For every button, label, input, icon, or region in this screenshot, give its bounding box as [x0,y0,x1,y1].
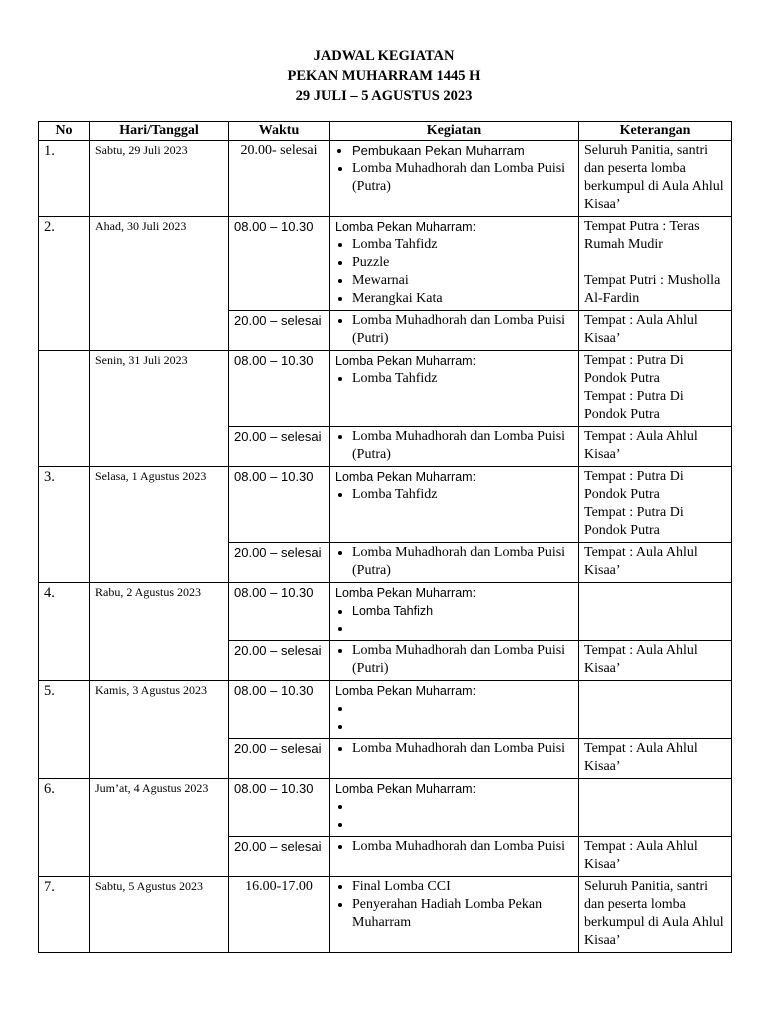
row-number: 5. [39,681,90,779]
title-line-1: JADWAL KEGIATAN [313,48,455,64]
activity-item: • Lomba Muhadhorah dan Lomba Puisi (Putra) [352,160,573,196]
row-note [579,583,732,641]
table-row [39,217,732,311]
activity-item [352,620,573,638]
row-day: Sabtu, 5 Agustus 2023 [90,877,229,953]
column-header-activity: Kegiatan [330,122,579,141]
activity-item: • Mewarnai [352,272,573,290]
activity-item: • Lomba Muhadhorah dan Lomba Puisi (Putri) [352,312,573,348]
row-time: 20.00 – selesai [229,837,330,877]
row-time: 20.00- selesai [229,141,330,217]
activity-item: • Lomba Tahfizh [352,602,573,620]
note-line: Tempat : Putra Di Pondok Putra [584,389,684,422]
row-note [579,779,732,837]
table-header-row [39,122,732,141]
row-number: 1. [39,141,90,217]
row-activities [330,641,579,681]
activity-heading: Lomba Pekan Muharram: [335,220,477,234]
note-line: Tempat : Putra Di Pondok Putra [584,469,684,502]
row-note [579,467,732,543]
activity-item: • Merangkai Kata [352,290,573,308]
note-line: Tempat : Putra Di Pondok Putra [584,505,684,538]
row-activities [330,779,579,837]
table-row [39,351,732,427]
row-number: 7. [39,877,90,953]
row-note [579,311,732,351]
note-line: Tempat : Aula Ahlul Kisaa’ [584,741,698,774]
row-activities [330,427,579,467]
row-activities [330,543,579,583]
row-note [579,739,732,779]
note-line: Tempat : Aula Ahlul Kisaa’ [584,839,698,872]
row-note [579,641,732,681]
row-note [579,217,732,311]
row-note [579,543,732,583]
table-row [39,583,732,641]
row-time: 20.00 – selesai [229,311,330,351]
activity-item: • Lomba Muhadhorah dan Lomba Puisi (Putra) [352,428,573,464]
column-header-time: Waktu [229,122,330,141]
schedule-table [38,121,732,953]
activity-heading: Lomba Pekan Muharram: [335,470,477,484]
row-time: 08.00 – 10.30 [229,681,330,739]
row-note [579,351,732,427]
activity-item: • Pembukaan Pekan Muharram [352,142,573,160]
activity-item [352,816,573,834]
row-activities [330,311,579,351]
table-row [39,877,732,953]
row-activities [330,141,579,217]
row-note [579,427,732,467]
activity-heading: Lomba Pekan Muharram: [335,354,477,368]
note-line: Tempat Putri : Musholla Al-Fardin [584,273,721,306]
row-time: 08.00 – 10.30 [229,467,330,543]
row-activities [330,217,579,311]
row-number: 4. [39,583,90,681]
activity-item: • Lomba Muhadhorah dan Lomba Puisi [352,740,573,758]
row-note [579,141,732,217]
activity-item [352,700,573,718]
row-number: 6. [39,779,90,877]
row-activities [330,877,579,953]
table-row [39,681,732,739]
row-activities [330,837,579,877]
activity-heading: Lomba Pekan Muharram: [335,684,477,698]
row-day: Jum’at, 4 Agustus 2023 [90,779,229,877]
row-activities [330,467,579,543]
table-row [39,467,732,543]
row-note [579,837,732,877]
row-day: Selasa, 1 Agustus 2023 [90,467,229,583]
note-line: Tempat : Aula Ahlul Kisaa’ [584,429,698,462]
row-time: 08.00 – 10.30 [229,779,330,837]
note-line: Tempat : Aula Ahlul Kisaa’ [584,313,698,346]
note-line: Tempat : Aula Ahlul Kisaa’ [584,545,698,578]
table-row [39,141,732,217]
row-time: 20.00 – selesai [229,543,330,583]
row-day: Rabu, 2 Agustus 2023 [90,583,229,681]
row-day: Ahad, 30 Juli 2023 [90,217,229,351]
row-time: 08.00 – 10.30 [229,351,330,427]
activity-item: • Lomba Muhadhorah dan Lomba Puisi (Putri) [352,642,573,678]
column-header-note: Keterangan [579,122,732,141]
title-line-3: 29 JULI – 5 AGUSTUS 2023 [295,88,473,104]
activity-item: • Lomba Tahfidz [352,486,573,504]
activity-heading: Lomba Pekan Muharram: [335,782,477,796]
row-number [39,351,90,467]
row-number: 3. [39,467,90,583]
activity-item: • Puzzle [352,254,573,272]
note-line: Tempat : Aula Ahlul Kisaa’ [584,643,698,676]
activity-item: • Lomba Muhadhorah dan Lomba Puisi (Putra) [352,544,573,580]
activity-item: • Lomba Tahfidz [352,370,573,388]
row-time: 16.00-17.00 [229,877,330,953]
activity-item: • Final Lomba CCI [352,878,573,896]
column-header-no: No [39,122,90,141]
note-line: Seluruh Panitia, santri dan peserta lomba berkumpul di Aula Ahlul Kisaa’ [584,879,724,948]
activity-item [352,718,573,736]
note-line: Tempat : Putra Di Pondok Putra [584,353,684,386]
row-time: 20.00 – selesai [229,739,330,779]
row-note [579,877,732,953]
row-activities [330,351,579,427]
document-title [0,46,768,106]
note-line: Tempat Putra : Teras Rumah Mudir [584,219,700,252]
row-time: 08.00 – 10.30 [229,217,330,311]
title-line-2: PEKAN MUHARRAM 1445 H [287,68,481,84]
row-activities [330,739,579,779]
note-line: Seluruh Panitia, santri dan peserta lomba berkumpul di Aula Ahlul Kisaa’ [584,143,724,212]
activity-heading: Lomba Pekan Muharram: [335,586,477,600]
row-note [579,681,732,739]
activity-item: • Penyerahan Hadiah Lomba Pekan Muharram [352,896,573,932]
row-day: Senin, 31 Juli 2023 [90,351,229,467]
row-time: 20.00 – selesai [229,641,330,681]
row-activities [330,583,579,641]
row-day: Sabtu, 29 Juli 2023 [90,141,229,217]
activity-item: • Lomba Muhadhorah dan Lomba Puisi [352,838,573,856]
row-time: 08.00 – 10.30 [229,583,330,641]
row-number: 2. [39,217,90,351]
activity-item: • Lomba Tahfidz [352,236,573,254]
activity-item [352,798,573,816]
table-row [39,779,732,837]
row-activities [330,681,579,739]
row-time: 20.00 – selesai [229,427,330,467]
column-header-day: Hari/Tanggal [90,122,229,141]
row-day: Kamis, 3 Agustus 2023 [90,681,229,779]
